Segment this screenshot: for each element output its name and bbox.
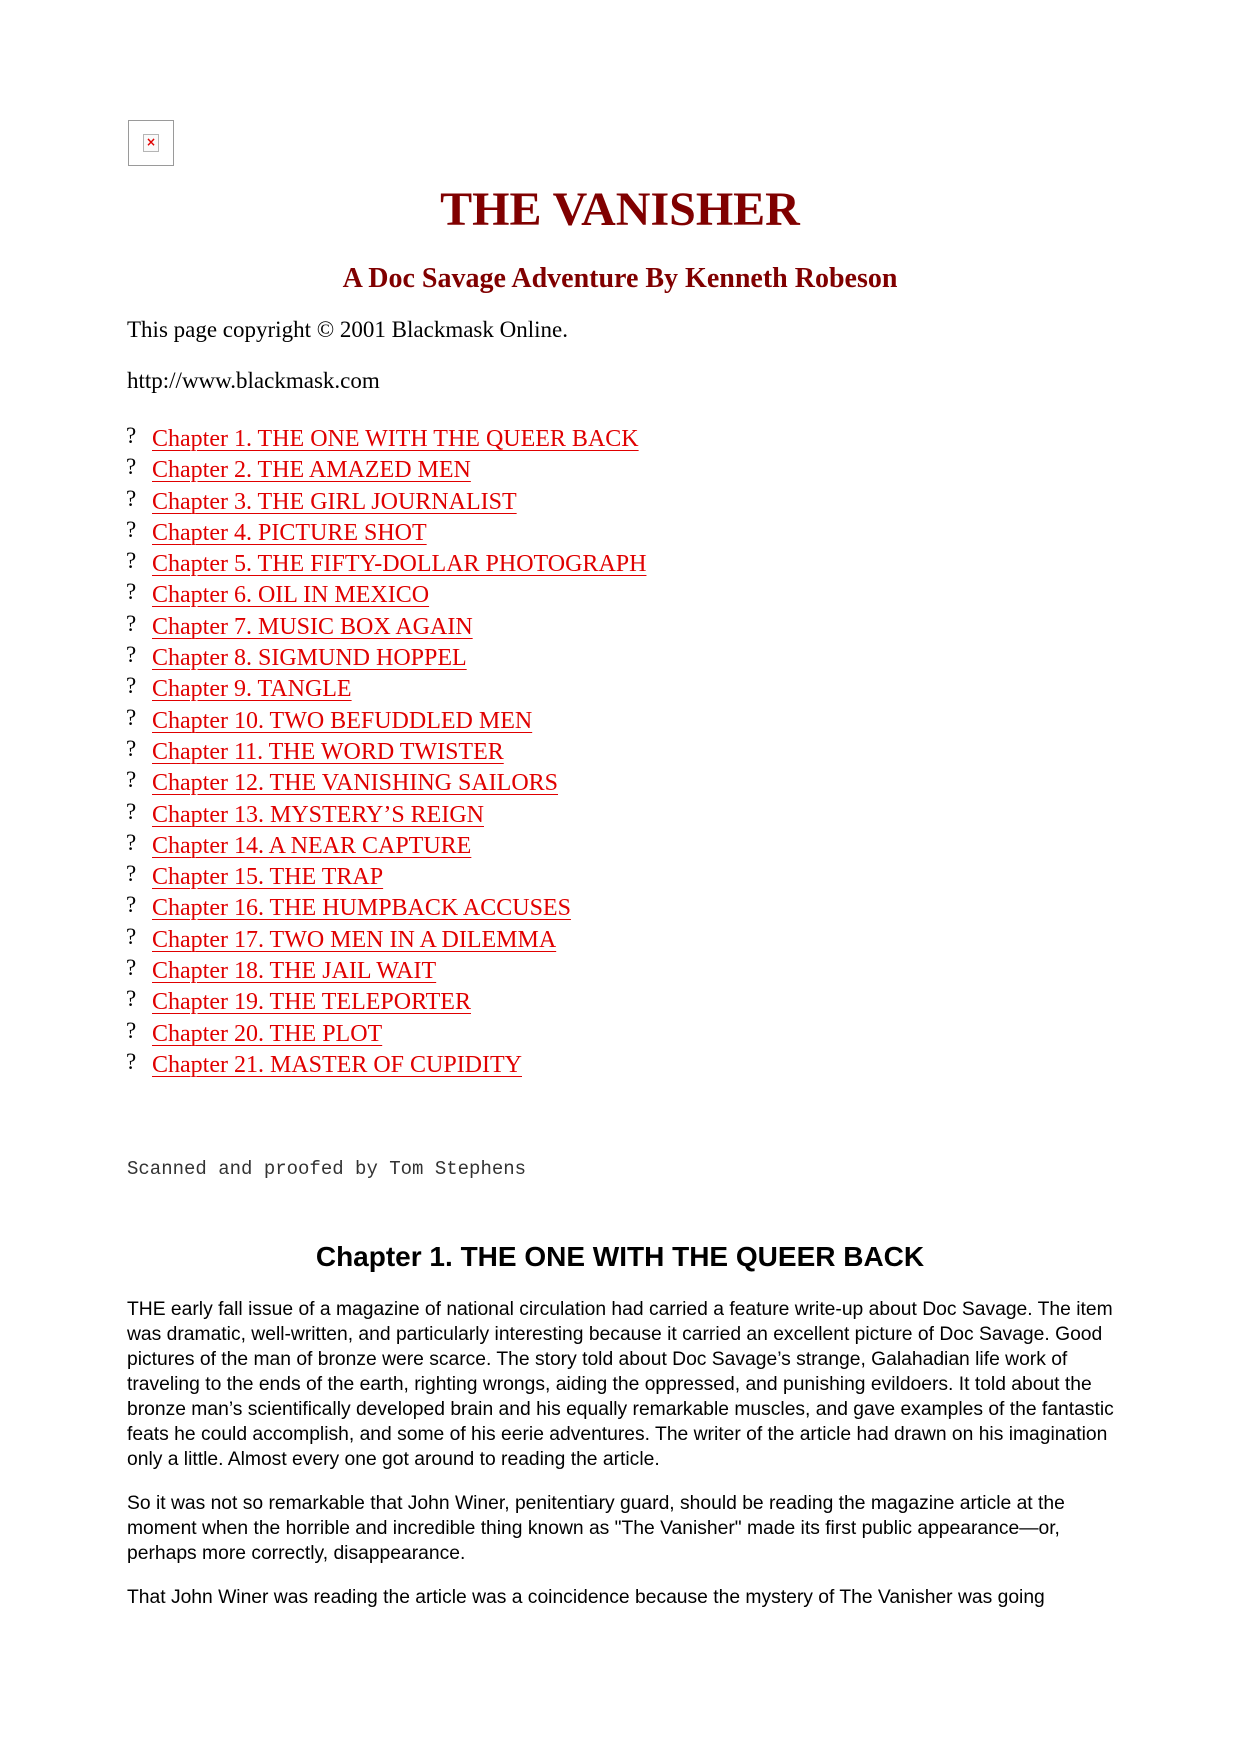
bullet-glyph: ? (126, 610, 137, 636)
broken-image-icon: × (128, 120, 174, 166)
book-subtitle: A Doc Savage Adventure By Kenneth Robeson (342, 263, 898, 294)
chapter-link[interactable]: Chapter 6. OIL IN MEXICO (152, 582, 430, 609)
bullet-glyph: ? (126, 829, 137, 855)
chapter-link[interactable]: Chapter 3. THE GIRL JOURNALIST (152, 488, 517, 515)
bullet-glyph: ? (126, 423, 137, 448)
bullet-glyph: ? (126, 892, 137, 918)
bullet-glyph: ? (126, 642, 137, 668)
chapter-link[interactable]: Chapter 10. TWO BEFUDDLED MEN (152, 707, 533, 734)
chapter-heading: Chapter 1. THE ONE WITH THE QUEER BACK (315, 1241, 925, 1272)
chapter-link[interactable]: Chapter 14. A NEAR CAPTURE (152, 832, 472, 859)
chapter-link[interactable]: Chapter 19. THE TELEPORTER (152, 989, 471, 1016)
book-title: THE VANISHER (440, 183, 800, 236)
bullet-glyph: ? (126, 548, 137, 574)
bullet-glyph: ? (126, 1017, 137, 1043)
chapter-link[interactable]: Chapter 16. THE HUMPBACK ACCUSES (152, 895, 571, 922)
chapter-link[interactable]: Chapter 7. MUSIC BOX AGAIN (152, 613, 473, 640)
chapter-link[interactable]: Chapter 9. TANGLE (152, 676, 352, 703)
body-paragraph: That John Winer was reading the article was a coincidence because the mystery of The Vanisher was going (127, 1587, 1045, 1608)
copyright-notice: This page copyright © 2001 Blackmask Online. (127, 317, 568, 342)
bullet-glyph: ? (126, 516, 137, 542)
bullet-glyph: ? (126, 861, 137, 887)
bullet-glyph: ? (126, 955, 137, 981)
bullet-glyph: ? (126, 986, 137, 1012)
scan-credit: Scanned and proofed by Tom Stephens (127, 1158, 527, 1180)
body-paragraph: So it was not so remarkable that John Winer, penitentiary guard, should be reading the magazine article at the moment when the horrible and incredible thing known as "The Vanisher" made its first public appearance—or, perhaps more correctly, disappearance. (127, 1493, 1065, 1564)
body-paragraph: THE early fall issue of a magazine of national circulation had carried a feature write-up about Doc Savage. The item was dramatic, well-written, and particularly interesting because it carried an excellent picture of Doc Savage. Good pictures of the man of bronze were scarce. The story told about Doc Savage’s strange, Galahadian life work of traveling to the ends of the earth, righting wrongs, aiding the oppressed, and punishing evildoers. It told about the bronze man’s scientifically developed brain and his equally remarkable muscles, and gave examples of the fantastic feats he could accomplish, and some of his eerie adventures. The writer of the article had drawn on his imagination only a little. Almost every one got around to reading the article. (127, 1299, 1114, 1470)
chapter-link[interactable]: Chapter 13. MYSTERY’S REIGN (152, 801, 484, 828)
website-url: http://www.blackmask.com (127, 368, 380, 393)
chapter-link[interactable]: Chapter 11. THE WORD TWISTER (152, 738, 504, 765)
bullet-glyph: ? (126, 923, 137, 949)
bullet-glyph: ? (126, 1048, 137, 1074)
bullet-glyph: ? (126, 767, 137, 793)
bullet-glyph: ? (126, 579, 137, 605)
bullet-glyph: ? (126, 735, 137, 761)
chapter-link[interactable]: Chapter 15. THE TRAP (152, 864, 384, 891)
bullet-glyph: ? (126, 704, 137, 730)
chapter-link[interactable]: Chapter 21. MASTER OF CUPIDITY (152, 1051, 522, 1078)
bullet-glyph: ? (126, 454, 137, 480)
chapter-link[interactable]: Chapter 12. THE VANISHING SAILORS (152, 770, 559, 797)
chapter-link[interactable]: Chapter 17. TWO MEN IN A DILEMMA (152, 926, 557, 953)
chapter-link[interactable]: Chapter 1. THE ONE WITH THE QUEER BACK (152, 426, 639, 452)
bullet-glyph: ? (126, 798, 137, 824)
chapter-link[interactable]: Chapter 8. SIGMUND HOPPEL (152, 645, 467, 672)
chapter-link[interactable]: Chapter 4. PICTURE SHOT (152, 519, 427, 546)
bullet-glyph: ? (126, 485, 137, 511)
bullet-glyph: ? (126, 673, 137, 699)
chapter-link[interactable]: Chapter 20. THE PLOT (152, 1020, 383, 1047)
chapter-link[interactable]: Chapter 5. THE FIFTY-DOLLAR PHOTOGRAPH (152, 551, 647, 578)
chapter-link[interactable]: Chapter 2. THE AMAZED MEN (152, 457, 471, 484)
chapter-link[interactable]: Chapter 18. THE JAIL WAIT (152, 958, 437, 985)
